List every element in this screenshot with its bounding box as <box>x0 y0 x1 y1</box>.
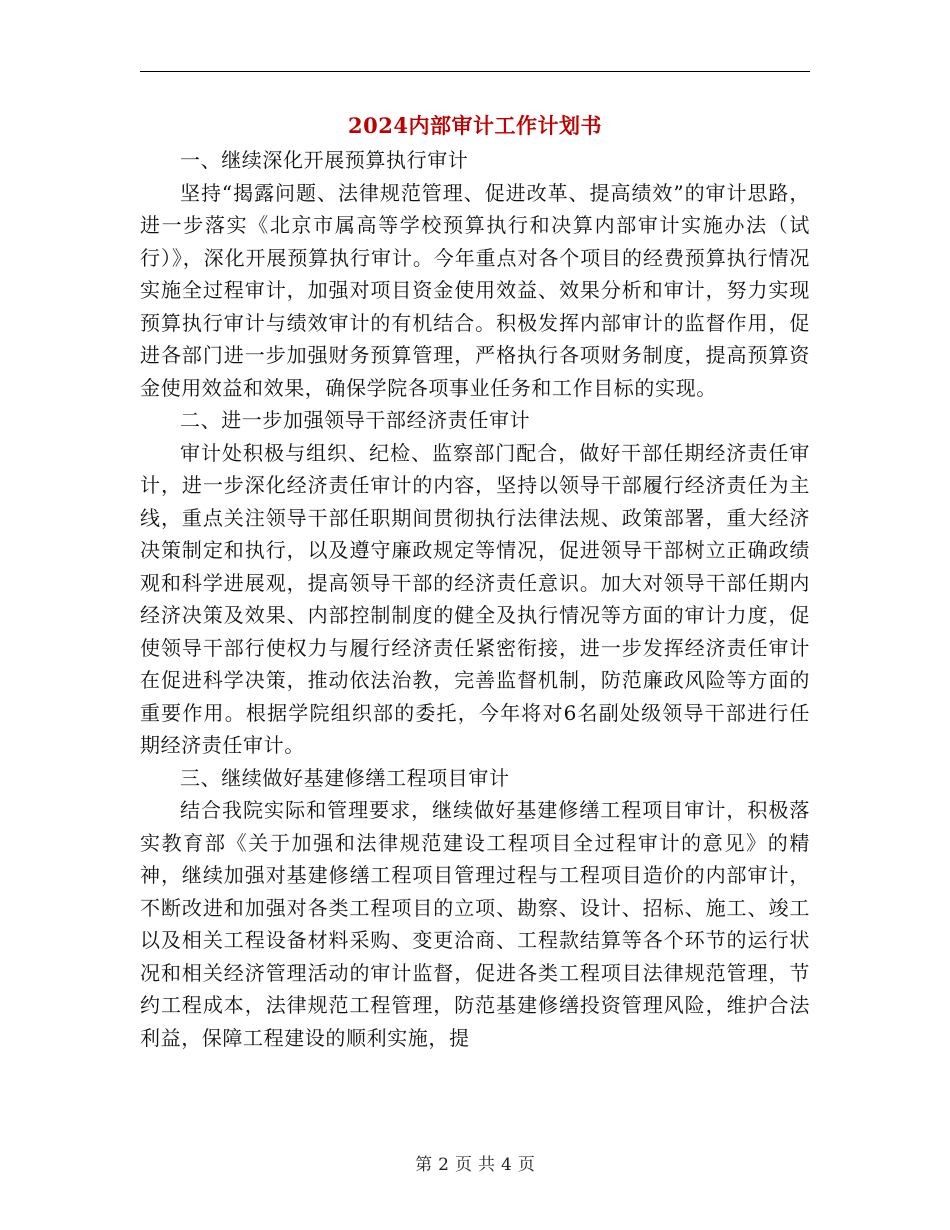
footer-total-unit: 页 <box>517 1155 535 1175</box>
document-title: 2024内部审计工作计划书 <box>348 113 602 138</box>
page-footer <box>0 1154 950 1176</box>
section-body-1: 坚持“揭露问题、法律规范管理、促进改革、提高绩效”的审计思路，进一步落实《北京市属高等学校预算执行和决算内部审计实施办法（试行）》，深化开展预算执行审计。今年重点对各个项目的经费预算执行情况实施全过程审计，加强对项目资金使用效益、效果分析和审计，努力实现预算执行审计与绩效审计的有机结合。积极发挥内部审计的监督作用，促进各部门进一步加强财务预算管理，严格执行各项财务制度，提高预算资金使用效益和效果，确保学院各项事业任务和工作目标的实现。 <box>140 180 810 400</box>
footer-prefix: 第 <box>415 1155 433 1175</box>
total-pages: 4 <box>501 1155 512 1175</box>
section-heading-2: 二、进一步加强领导干部经济责任审计 <box>180 408 531 432</box>
header-rule <box>140 71 810 72</box>
section-body-2: 审计处积极与组织、纪检、监察部门配合，做好干部任期经济责任审计，进一步深化经济责任审计的内容，坚持以领导干部履行经济责任为主线，重点关注领导干部任职期间贯彻执行法律法规、政策部署，重大经济决策制定和执行，以及遵守廉政规定等情况，促进领导干部树立正确政绩观和科学进展观，提高领导干部的经济责任意识。加大对领导干部任期内经济决策及效果、内部控制制度的健全及执行情况等方面的审计力度，促使领导干部行使权力与履行经济责任紧密衔接，进一步发挥经济责任审计在促进科学决策，推动依法治教，完善监督机制，防范廉政风险等方面的重要作用。根据学院组织部的委托，今年将对6名副处级领导干部进行任期经济责任审计。 <box>140 440 810 757</box>
section-heading-3: 三、继续做好基建修缮工程项目审计 <box>180 765 510 790</box>
section-body-3: 结合我院实际和管理要求，继续做好基建修缮工程项目审计，积极落实教育部《关于加强和法律规范建设工程项目全过程审计的意见》的精神，继续加强对基建修缮工程项目管理过程与工程项目造价的内部审计，不断改进和加强对各类工程项目的立项、勘察、设计、招标、施工、竣工以及相关工程设备材料采购、变更洽商、工程款结算等各个环节的运行状况和相关经济管理活动的审计监督，促进各类工程项目法律规范管理，节约工程成本，法律规范工程管理，防范基建修缮投资管理风险，维护合法利益，保障工程建设的顺利实施，提 <box>140 798 810 1050</box>
document-body <box>140 144 810 1054</box>
footer-total-prefix: 共 <box>478 1155 495 1175</box>
page-number: 2 <box>438 1155 449 1175</box>
footer-page-unit: 页 <box>455 1155 472 1175</box>
section-heading-1: 一、继续深化开展预算执行审计 <box>180 148 469 172</box>
